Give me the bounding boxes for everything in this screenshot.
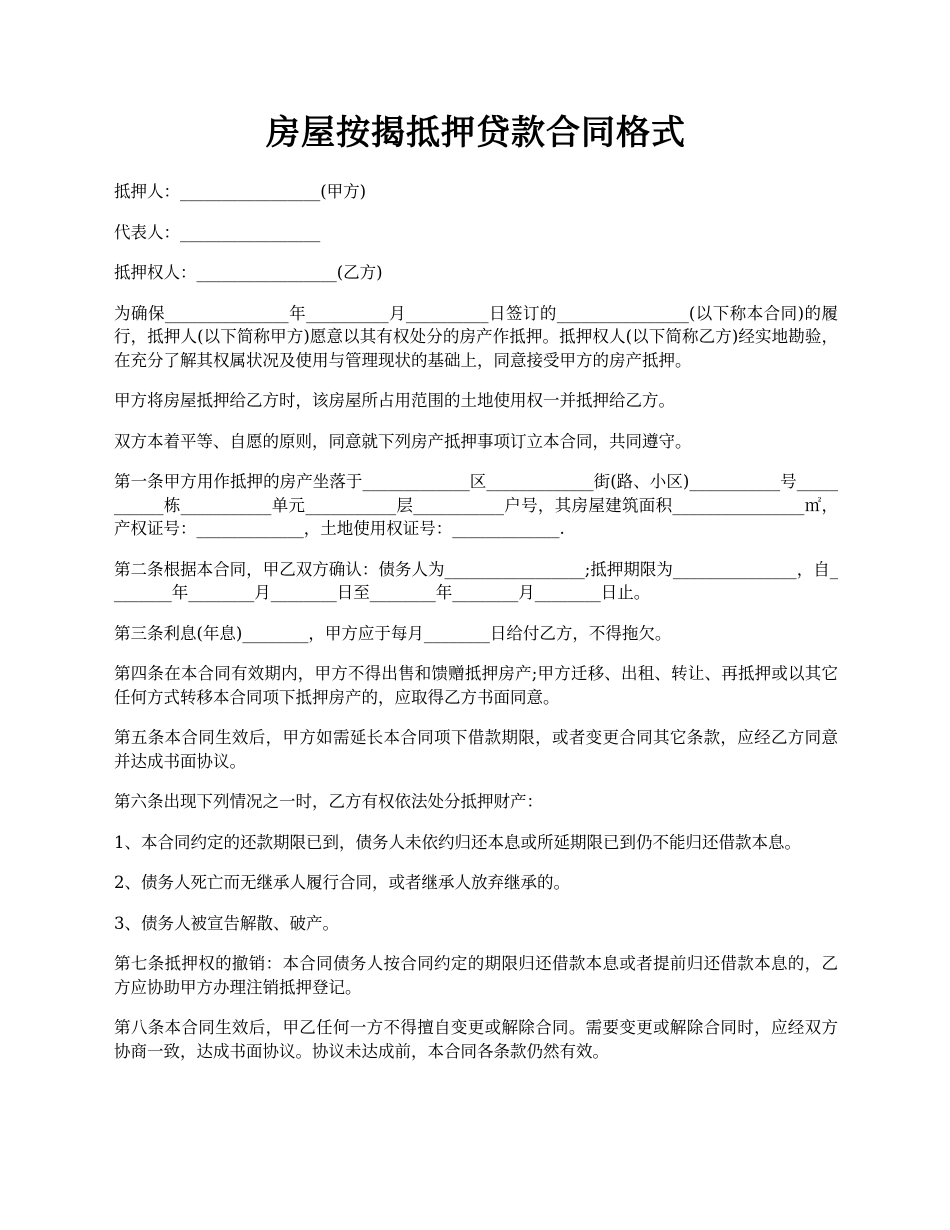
article-6-item-3: 3、债务人被宣告解散、破产。 [114, 913, 339, 933]
article-6-item-2: 2、债务人死亡而无继承人履行合同，或者继承人放弃继承的。 [114, 873, 570, 892]
article-5: 第五条本合同生效后，甲方如需延长本合同项下借款期限，或者变更合同其它条款，应经乙方同意并达成书面协议。 [114, 728, 838, 771]
article-1: 第一条甲方用作抵押的房产坐落于_____________区_____________街(路、小区)___________号___________栋___________单元___________层___________户号，其房屋建筑面积________________㎡，产权证号：_____________，土地使用权证号：_____________. [114, 472, 838, 538]
article-6-item-1: 1、本合同约定的还款期限已到，债务人未依约归还本息或所延期限已到仍不能归还借款本息。 [114, 832, 801, 852]
mortgagee-line: 抵押权人：_________________(乙方) [114, 263, 383, 282]
preamble-paragraph: 为确保_______________年__________月__________日签订的________________(以下称本合同)的履行，抵押人(以下简称甲方)愿意以其有权处分的房产作抵押。抵押权人(以下简称乙方)经实地勘验，在充分了解其权属状况及使用与管理现状的基础上，同意接受甲方的房产抵押。 [114, 303, 838, 370]
document-title: 房屋按揭抵押贷款合同格式 [266, 113, 686, 153]
principle-paragraph: 双方本着平等、自愿的原则，同意就下列房产抵押事项订立本合同，共同遵守。 [114, 431, 692, 451]
article-7: 第七条抵押权的撤销：本合同债务人按合同约定的期限归还借款本息或者提前归还借款本息的，乙方应协助甲方办理注销抵押登记。 [114, 954, 838, 997]
article-6: 第六条出现下列情况之一时，乙方有权依法处分抵押财产： [114, 792, 543, 811]
article-8: 第八条本合同生效后，甲乙任何一方不得擅自变更或解除合同。需要变更或解除合同时，应经双方协商一致，达成书面协议。协议未达成前，本合同各条款仍然有效。 [114, 1018, 838, 1061]
land-use-paragraph: 甲方将房屋抵押给乙方时，该房屋所占用范围的土地使用权一并抵押给乙方。 [114, 391, 675, 410]
article-4: 第四条在本合同有效期内，甲方不得出售和馈赠抵押房产;甲方迁移、出租、转让、再抵押或以其它任何方式转移本合同项下抵押房产的，应取得乙方书面同意。 [114, 664, 838, 707]
representative-line: 代表人：_________________ [114, 222, 321, 242]
article-2: 第二条根据本合同，甲乙双方确认：债务人为_________________;抵押期限为_______________，自________年________月________日至________年________月________日止。 [114, 559, 838, 602]
article-3: 第三条利息(年息)________，甲方应于每月________日给付乙方，不得拖欠。 [114, 623, 672, 643]
mortgagor-line: 抵押人：_________________(甲方) [114, 182, 367, 201]
